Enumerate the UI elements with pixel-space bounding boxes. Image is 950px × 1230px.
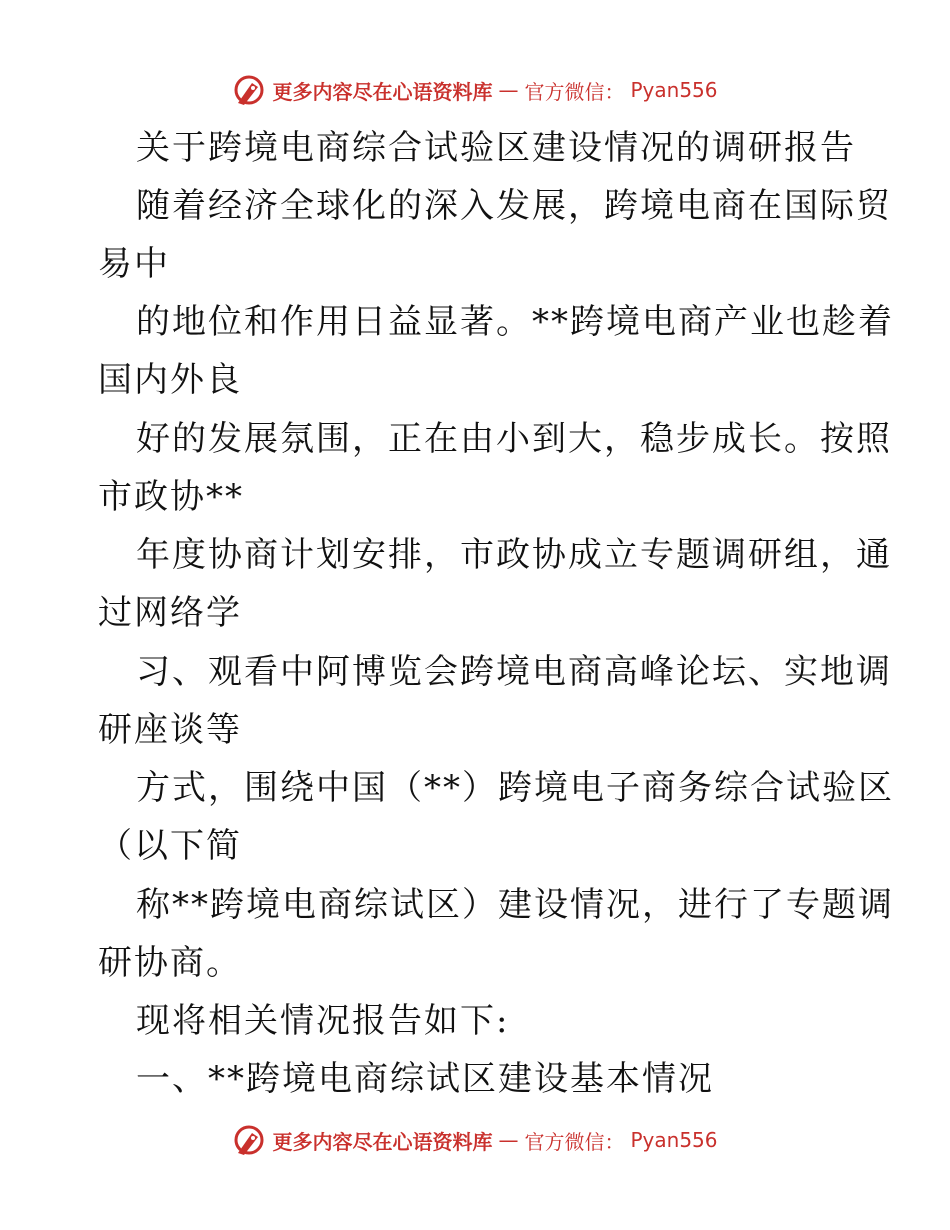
watermark-text: 更多内容尽在心语资料库 xyxy=(272,79,493,104)
header-watermark xyxy=(0,72,950,108)
paragraph-line: 方式，围绕中国（**）跨境电子商务综合试验区 xyxy=(136,768,894,808)
paragraph-line: 的地位和作用日益显著。**跨境电商产业也趁着 xyxy=(136,302,894,342)
section-heading: 一、**跨境电商综试区建设基本情况 xyxy=(136,1059,714,1099)
paragraph-line: 国内外良 xyxy=(98,360,242,400)
watermark-text: 更多内容尽在心语资料库 xyxy=(272,1129,493,1154)
paragraph-line: 好的发展氛围，正在由小到大，稳步成长。按照 xyxy=(136,419,892,459)
paragraph-line: 研协商。 xyxy=(98,943,242,983)
paragraph-line: 习、观看中阿博览会跨境电商高峰论坛、实地调 xyxy=(136,652,892,692)
document-title: 关于跨境电商综合试验区建设情况的调研报告 xyxy=(136,128,856,168)
watermark-wechat-id: Pyan556 xyxy=(630,78,718,102)
paragraph-line: 市政协** xyxy=(98,477,244,517)
watermark-label: 官方微信： xyxy=(524,79,625,104)
paragraph-line: 随着经济全球化的深入发展，跨境电商在国际贸 xyxy=(136,186,892,226)
footer-watermark xyxy=(0,1122,950,1158)
paragraph-line: 年度协商计划安排，市政协成立专题调研组，通 xyxy=(136,535,892,575)
paragraph-line: （以下简 xyxy=(98,826,242,866)
watermark-separator: — xyxy=(498,78,519,102)
pen-nib-circle-icon xyxy=(232,73,266,107)
pen-nib-circle-icon xyxy=(232,1123,266,1157)
watermark-separator: — xyxy=(498,1128,519,1152)
watermark-label: 官方微信： xyxy=(524,1129,625,1154)
paragraph-line: 称**跨境电商综试区）建设情况，进行了专题调 xyxy=(136,885,894,925)
paragraph-line: 研座谈等 xyxy=(98,710,242,750)
paragraph-line: 过网络学 xyxy=(98,593,242,633)
paragraph-line: 现将相关情况报告如下: xyxy=(136,1001,510,1041)
watermark-wechat-id: Pyan556 xyxy=(630,1128,718,1152)
paragraph-line: 易中 xyxy=(98,244,170,284)
